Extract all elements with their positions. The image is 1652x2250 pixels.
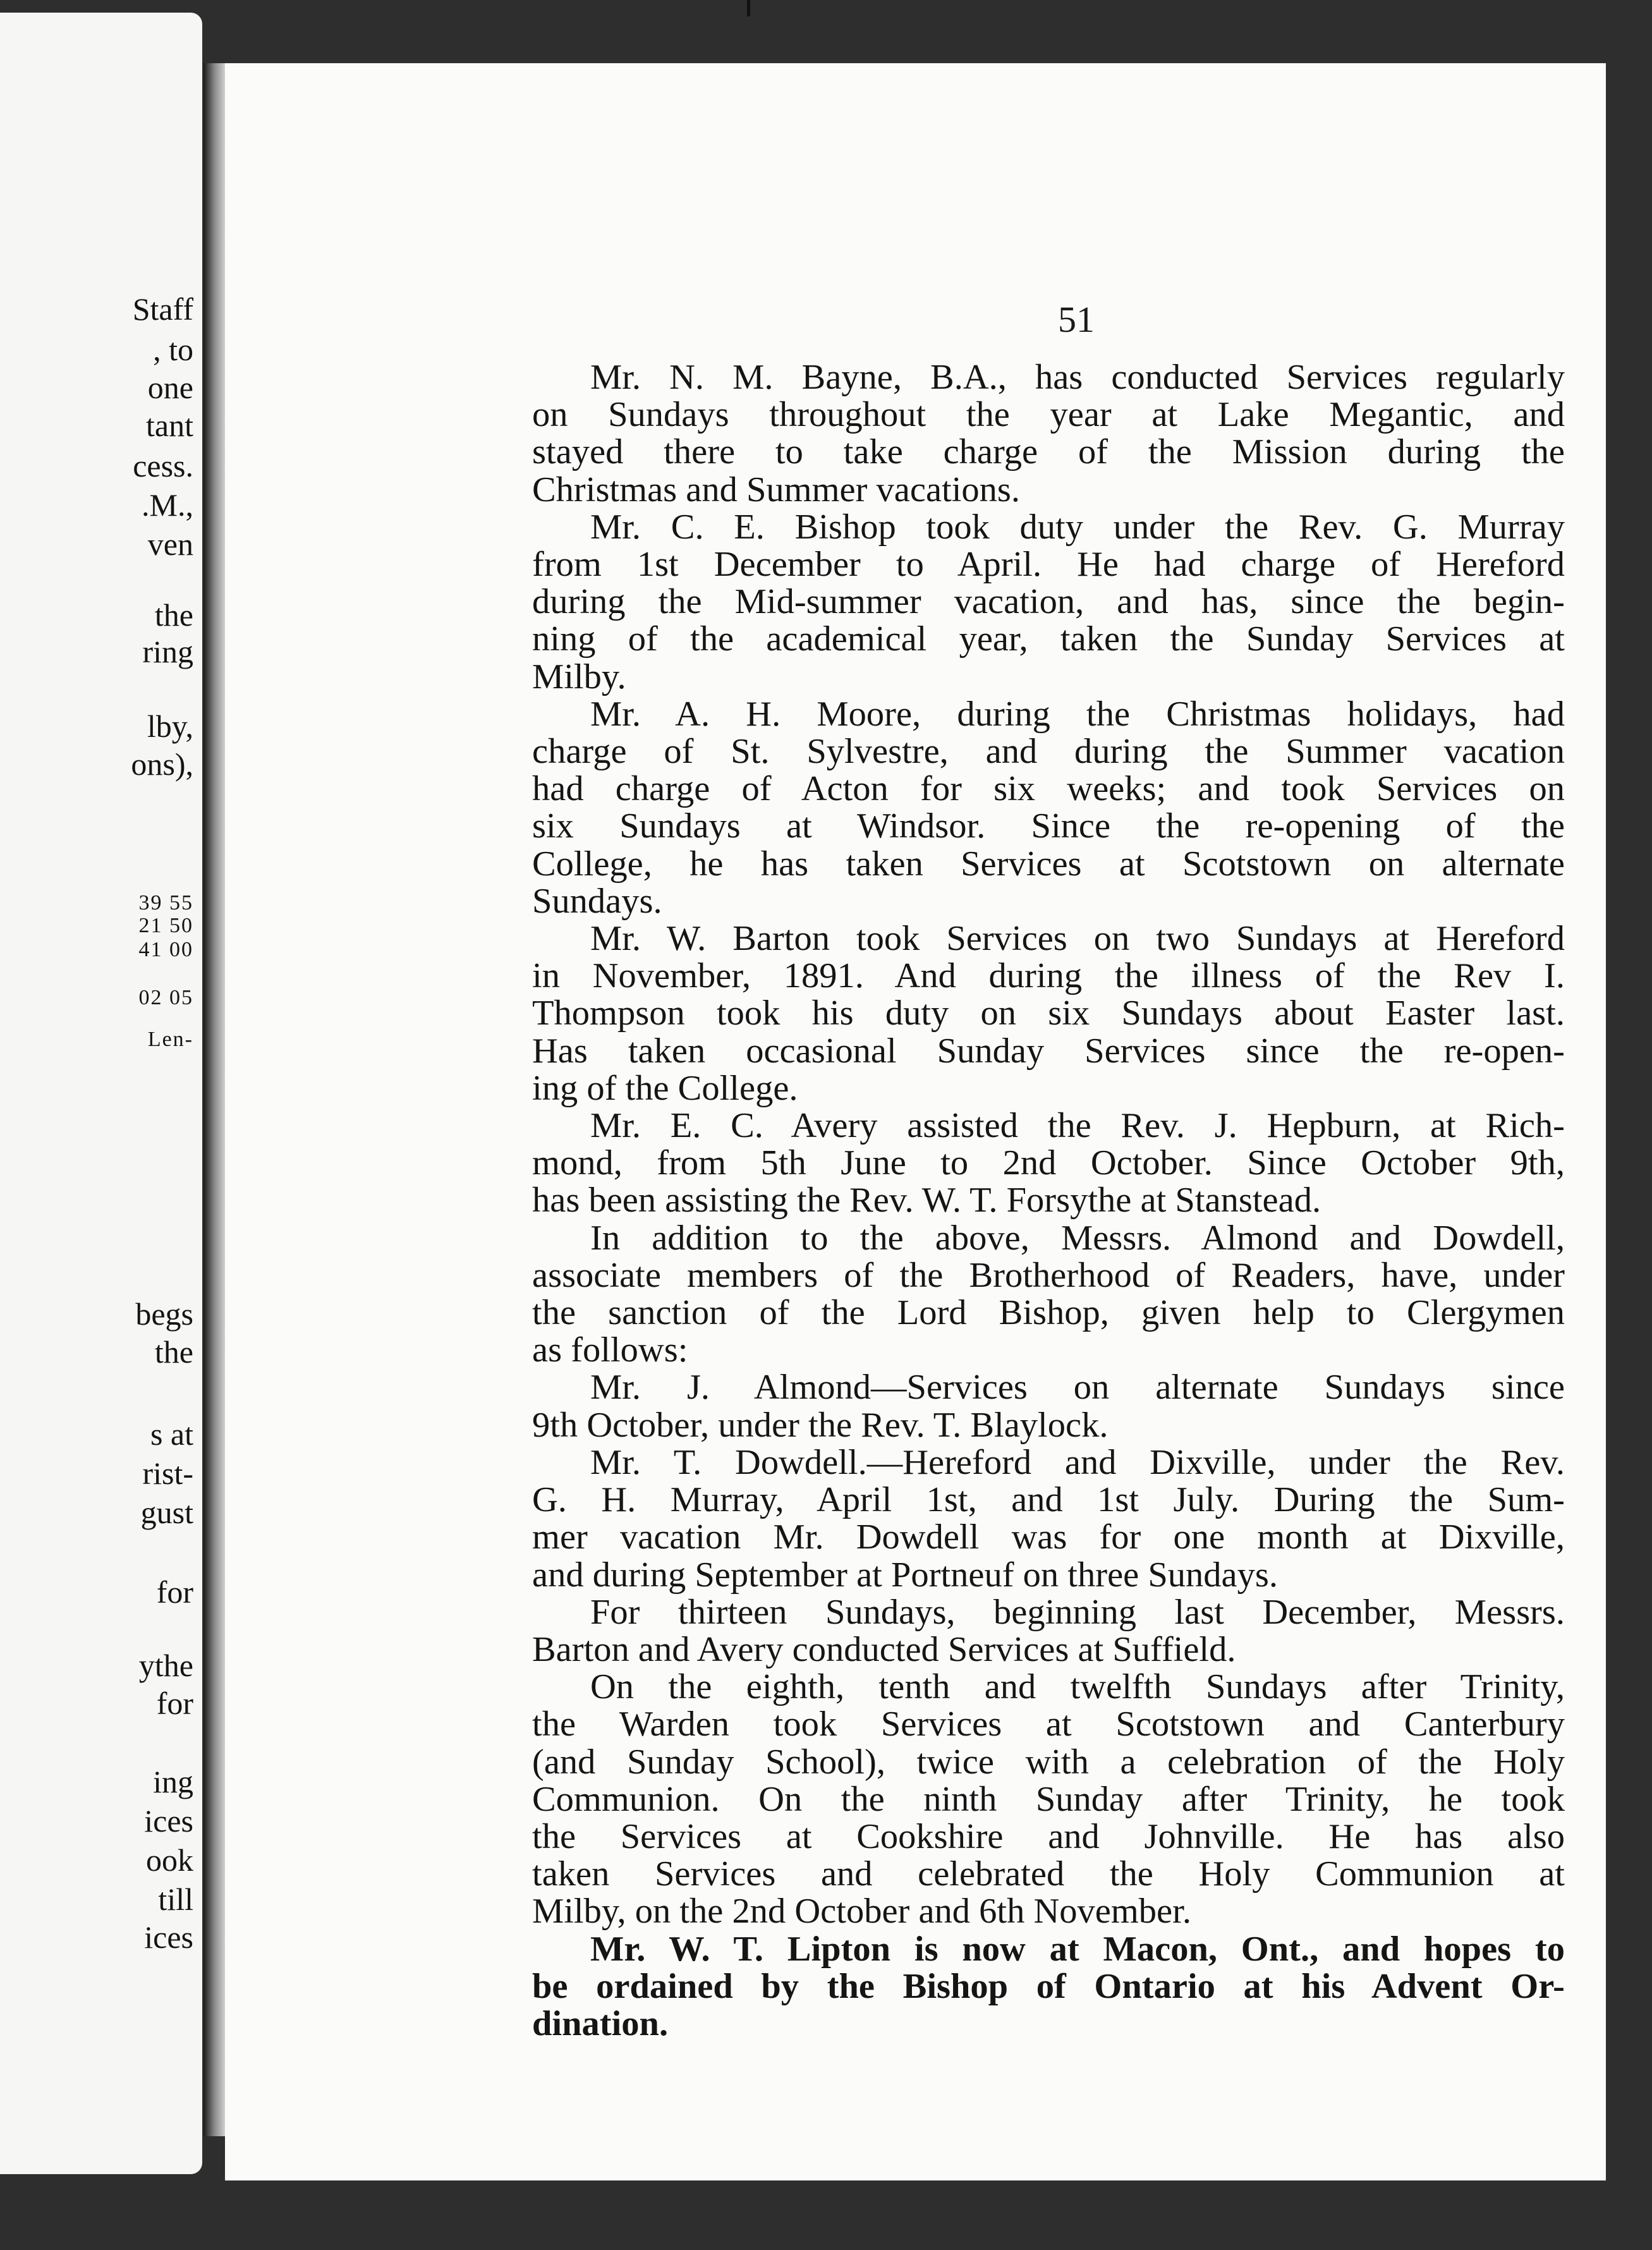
left-page-fragment: one: [147, 370, 193, 405]
left-page-fragment: ices: [144, 1803, 193, 1839]
text-line: in November, 1891. And during the illness of the Rev I.: [532, 956, 1565, 996]
text-line: and during September at Portneuf on three Sundays.: [532, 1555, 1278, 1595]
left-page-fragment: rist-: [142, 1456, 193, 1491]
text-line: the Warden took Services at Scotstown and Canterbury: [532, 1705, 1565, 1744]
text-line: Mr. E. C. Avery assisted the Rev. J. Hepburn, at Rich-: [590, 1106, 1565, 1146]
left-page-fragment: ing: [153, 1764, 193, 1799]
text-line: Mr. W. T. Lipton is now at Macon, Ont., and hopes to: [590, 1929, 1565, 1969]
left-page-fragment: ices: [144, 1919, 193, 1955]
left-page-fragment: till: [158, 1882, 193, 1917]
left-page-fragment: begs: [135, 1296, 193, 1332]
text-line: Christmas and Summer vacations.: [532, 470, 1021, 509]
text-line: Sundays.: [532, 881, 662, 921]
text-line: Thompson took his duty on six Sundays about Easter last.: [532, 994, 1565, 1033]
left-page-fragment: ook: [146, 1842, 193, 1878]
left-page-fragment: Len-: [147, 1028, 193, 1051]
left-page-fragment: ons),: [131, 746, 193, 782]
text-line: stayed there to take charge of the Mission during the: [532, 432, 1565, 472]
text-line: the Services at Cookshire and Johnville. He has also: [532, 1816, 1565, 1856]
text-line: ing of the College.: [532, 1068, 798, 1108]
text-line: Milby, on the 2nd October and 6th November.: [532, 1892, 1191, 1931]
text-line: ning of the academical year, taken the Sunday Services at: [532, 619, 1565, 659]
text-line: mond, from 5th June to 2nd October. Since October 9th,: [532, 1143, 1565, 1183]
scan-mark: [747, 0, 750, 16]
text-line: from 1st December to April. He had charge of Hereford: [532, 545, 1565, 585]
text-line: had charge of Acton for six weeks; and took Services on: [532, 769, 1565, 809]
text-line: Has taken occasional Sunday Services since the re-open-: [532, 1031, 1565, 1071]
left-page-fragment: 02 05: [138, 986, 193, 1009]
text-line: College, he has taken Services at Scotstown on alternate: [532, 844, 1565, 884]
text-line: charge of St. Sylvestre, and during the Summer vacation: [532, 732, 1565, 772]
text-line: Mr. W. Barton took Services on two Sundays at Hereford: [590, 919, 1565, 959]
text-line: 9th October, under the Rev. T. Blaylock.: [532, 1405, 1108, 1445]
left-page-fragment: 21 50: [138, 914, 193, 937]
left-page-fragment: ring: [142, 634, 193, 669]
text-line: For thirteen Sundays, beginning last December, Messrs.: [590, 1592, 1565, 1632]
text-line: has been assisting the Rev. W. T. Forsythe at Stanstead.: [532, 1181, 1321, 1220]
text-line: In addition to the above, Messrs. Almond and Dowdell,: [590, 1218, 1565, 1258]
page-number: 51: [1058, 299, 1095, 340]
text-line: be ordained by the Bishop of Ontario at his Advent Or-: [532, 1966, 1565, 2006]
left-page-fragment: ythe: [138, 1648, 193, 1683]
left-page-fragment: Staff: [132, 291, 193, 327]
text-line: as follows:: [532, 1330, 688, 1370]
left-page-fragment: cess.: [133, 448, 193, 483]
left-page-fragment: 39 55: [138, 891, 193, 915]
left-page-fragment: the: [154, 1334, 193, 1370]
left-page-fragment: .M.,: [142, 487, 193, 523]
text-line: G. H. Murray, April 1st, and 1st July. During the Sum-: [532, 1480, 1565, 1520]
left-page-fragment: gust: [140, 1495, 193, 1530]
text-line: On the eighth, tenth and twelfth Sundays after Trinity,: [590, 1667, 1565, 1707]
text-line: on Sundays throughout the year at Lake Megantic, and: [532, 395, 1565, 435]
left-page-fragment: ven: [147, 526, 193, 562]
right-page: [225, 63, 1606, 2180]
left-page-fragment: 41 00: [138, 938, 193, 961]
left-facing-page: [0, 13, 202, 2174]
text-line: mer vacation Mr. Dowdell was for one month at Dixville,: [532, 1517, 1565, 1557]
left-page-fragment: lby,: [147, 708, 193, 744]
text-line: dination.: [532, 2004, 669, 2043]
text-line: Mr. A. H. Moore, during the Christmas holidays, had: [590, 694, 1565, 734]
left-page-fragment: , to: [153, 332, 193, 367]
text-line: six Sundays at Windsor. Since the re-opening of the: [532, 806, 1565, 846]
left-page-fragment: for: [156, 1686, 193, 1721]
text-line: Barton and Avery conducted Services at Suffield.: [532, 1629, 1236, 1669]
text-line: during the Mid-summer vacation, and has, since the begin-: [532, 582, 1565, 622]
left-page-fragment: for: [156, 1574, 193, 1610]
text-line: Mr. C. E. Bishop took duty under the Rev. G. Murray: [590, 507, 1565, 547]
text-line: Mr. N. M. Bayne, B.A., has conducted Services regularly: [590, 358, 1565, 397]
text-line: Mr. T. Dowdell.—Hereford and Dixville, under the Rev.: [590, 1442, 1565, 1482]
left-page-fragment: tant: [146, 408, 193, 443]
text-line: associate members of the Brotherhood of Readers, have, under: [532, 1255, 1565, 1295]
body-text: [532, 359, 1565, 2043]
text-line: (and Sunday School), twice with a celebration of the Holy: [532, 1742, 1565, 1782]
text-line: Mr. J. Almond—Services on alternate Sundays since: [590, 1368, 1565, 1408]
text-line: Milby.: [532, 657, 626, 696]
text-line: taken Services and celebrated the Holy Communion at: [532, 1854, 1565, 1894]
left-page-fragment: the: [154, 597, 193, 633]
left-page-fragment: s at: [150, 1416, 193, 1452]
text-line: Communion. On the ninth Sunday after Trinity, he took: [532, 1779, 1565, 1819]
text-line: the sanction of the Lord Bishop, given help to Clergymen: [532, 1293, 1565, 1333]
